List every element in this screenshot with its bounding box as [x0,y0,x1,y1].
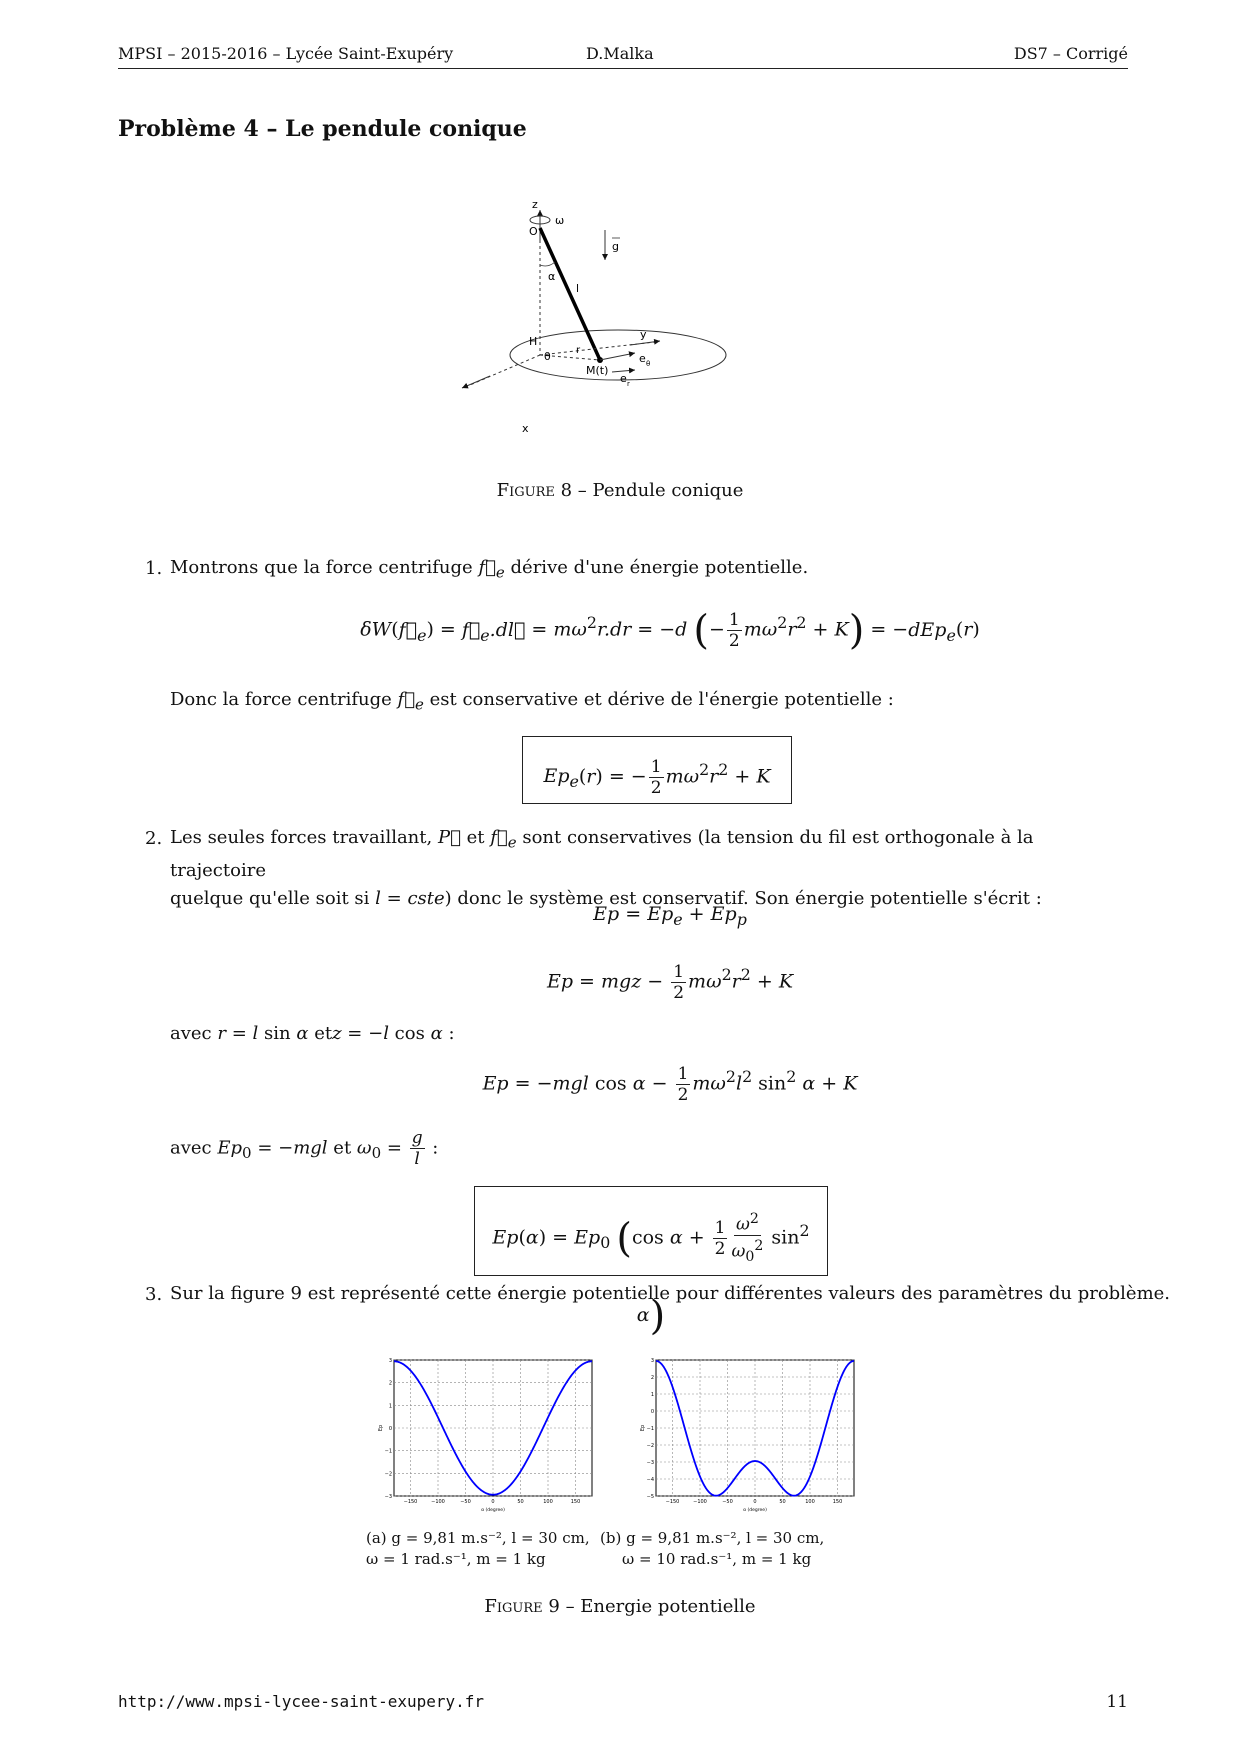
figure-9-caption: Figure 9 – Energie potentielle [484,1596,756,1617]
label-e-r-sub: r [627,380,630,388]
q3-text: Sur la figure 9 est représenté cette énergie potentielle pour différentes valeurs des paramètres du problème. [170,1283,1171,1304]
x-tick-label: 50 [517,1499,524,1505]
figure-8-caption: Figure 8 – Pendule conique [496,480,744,501]
y-tick-label: 1 [388,1403,392,1410]
page-number: 11 [1106,1692,1128,1712]
q2-avec-2: avec $Ep_0 = -mgl$ et $\omega_0$ = $\frac{g}{l}$ : [170,1128,439,1169]
y-tick-label: −3 [646,1460,654,1466]
y-tick-label: −2 [646,1443,654,1449]
q2-number: 2. [145,828,163,849]
q2-ep-sum: $Ep = Ep_e + Ep_p$ [593,903,747,929]
y-tick-label: 3 [650,1358,654,1364]
label-alpha: α [548,270,556,283]
page-header [118,42,1128,69]
y-tick-label: 3 [388,1358,392,1364]
label-H: H [529,335,538,348]
q1-result-box: $Ep_e(r)$ = − $\frac{1}{2}$ $m\omega^2r^2 + K$ [522,736,792,804]
q1-conclusion: Donc la force centrifuge $f⃗_e$ est conservative et dérive de l'énergie potentielle : [170,689,894,714]
label-x: x [522,422,529,435]
y-axis-label: Ep [378,1424,384,1432]
q1-number: 1. [145,558,163,579]
header-right: DS7 – Corrigé [1013,44,1128,63]
x-tick-label: 100 [805,1499,815,1505]
figure-8-diagram [500,198,760,450]
x-axis-label: α (degree) [743,1508,767,1513]
label-r: r [576,345,581,356]
y-tick-label: −3 [384,1494,392,1500]
q2-result-box: $Ep(\alpha) = Ep_0$ (cos α + $\frac{1}{2}$ $\frac{\omega^2}{\omega_0^2}$ $\sin^2 \alpha$) [474,1186,828,1276]
label-e-theta: e [639,352,646,365]
y-tick-label: −5 [646,1494,654,1500]
x-tick-label: 50 [779,1499,786,1505]
y-tick-label: −4 [646,1477,654,1483]
x-tick-label: −100 [693,1499,707,1505]
x-tick-label: 0 [491,1499,495,1505]
y-tick-label: 1 [650,1392,654,1398]
label-M: M(t) [586,364,609,377]
q1-work-equation: $\delta W(f⃗_e)$ = $f⃗_e.dl⃗ = m\omega^2r.dr = -d$ (− $\frac{1}{2}$ $m\omega^2r^2 + K) = -dEp_e(r)$ [360,607,980,654]
q2-avec-1: avec r = l sin α etz = −l cos α : [170,1023,455,1044]
pendulum-rod [540,228,600,360]
label-y: y [640,328,647,341]
y-tick-label: 2 [650,1375,654,1381]
figure-8-x-axis-label [520,418,540,438]
label-theta: θ [544,350,551,363]
y-tick-label: 2 [388,1380,392,1387]
x-tick-label: 100 [543,1499,553,1505]
subcaption-b: (b) g = 9,81 m.s⁻², l = 30 cm, ω = 10 rad.s⁻¹, m = 1 kg [600,1529,825,1568]
x-tick-label: −150 [403,1499,418,1505]
x-tick-label: 150 [570,1499,581,1505]
chart-b [638,1356,860,1516]
label-z: z [532,198,538,211]
q2-ep-alpha: Ep = −mgl cos α − $\frac{1}{2}$ $m\omega^2l^2$ $\sin^2 \alpha + K$ [482,1064,858,1105]
y-tick-label: −2 [384,1471,392,1478]
y-tick-label: −1 [384,1448,392,1455]
x-tick-label: 0 [753,1499,757,1505]
x-axis-label: α (degree) [481,1508,505,1513]
x-tick-label: −150 [665,1499,680,1505]
q3-number: 3. [145,1284,163,1305]
header-center: D.Malka [586,44,654,63]
footer-url[interactable]: http://www.mpsi-lycee-saint-exupery.fr [118,1692,485,1711]
subcaption-a: (a) g = 9,81 m.s⁻², l = 30 cm, ω = 1 rad.s⁻¹, m = 1 kg [366,1529,590,1568]
label-omega: ω [555,214,565,227]
label-O: O [529,225,538,238]
y-tick-label: 0 [650,1409,654,1415]
x-tick-label: −100 [431,1499,445,1505]
q2-ep-expression: Ep = mgz − $\frac{1}{2}$ $m\omega^2r^2 + K$ [546,962,794,1003]
header-left: MPSI – 2015-2016 – Lycée Saint-Exupéry [118,44,454,63]
q2-text: Les seules forces travaillant, P⃗ et $f⃗_e$ sont conservatives (la tension du fil est orthogonale à la trajectoire quelque qu'elle soit si l = cste) donc le système est conservatif. Son énergie potentielle s'écrit : [170,827,1042,909]
problem-title: Problème 4 – Le pendule conique [118,116,527,142]
label-e-theta-sub: θ [646,360,651,368]
x-tick-label: −50 [722,1499,733,1505]
y-tick-label: −1 [646,1426,654,1432]
label-g: g [612,240,619,253]
x-tick-label: −50 [460,1499,471,1505]
y-axis-label: Ep [640,1424,646,1432]
x-tick-label: 150 [832,1499,843,1505]
chart-a [376,1356,598,1516]
y-tick-label: 0 [388,1426,392,1432]
label-l: l [576,282,580,295]
label-e-r: e [620,372,627,385]
q1-intro: Montrons que la force centrifuge $f⃗_e$ dérive d'une énergie potentielle. [170,557,809,582]
